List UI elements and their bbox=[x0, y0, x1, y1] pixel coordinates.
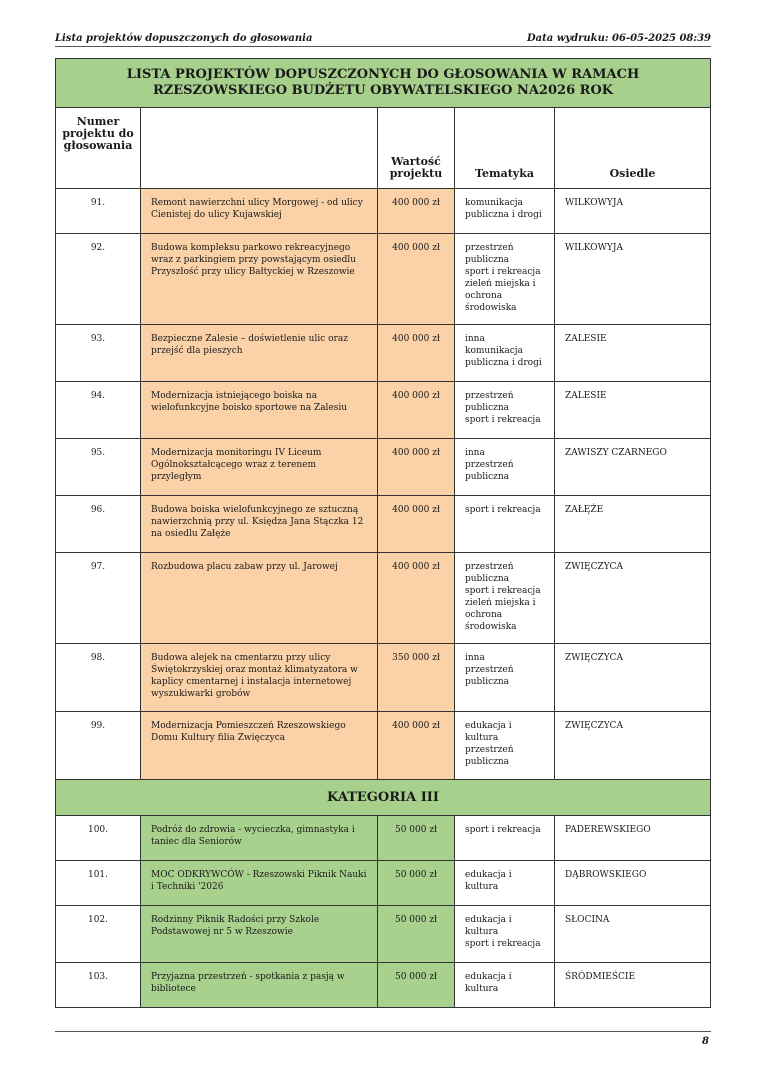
project-name: Budowa kompleksu parkowo rekreacyjnego wraz z parkingiem przy powstającym osiedlu Przyszłość przy ulicy Bałtyckiej w Rzeszowie bbox=[141, 234, 378, 325]
project-name: Modernizacja istniejącego boiska na wielofunkcyjne boisko sportowe na Zalesiu bbox=[141, 382, 378, 439]
column-header-value: Wartość projektu bbox=[378, 108, 455, 189]
theme-line: ochrona bbox=[465, 291, 503, 301]
column-header-number: Numer projektu do głosowania bbox=[56, 108, 141, 189]
theme-line: inna bbox=[465, 334, 485, 344]
project-name: Remont nawierzchni ulicy Morgowej - od ulicy Cienistej do ulicy Kujawskiej bbox=[141, 189, 378, 234]
project-value: 400 000 zł bbox=[378, 712, 455, 780]
project-value: 50 000 zł bbox=[378, 963, 455, 1008]
project-theme bbox=[455, 644, 555, 712]
theme-line: sport i rekreacja bbox=[465, 415, 541, 425]
theme-line: kultura bbox=[465, 733, 499, 743]
project-number: 97. bbox=[56, 553, 141, 644]
theme-line: sport i rekreacja bbox=[465, 939, 541, 949]
theme-line: publiczna i drogi bbox=[465, 358, 542, 368]
theme-line: przestrzeń bbox=[465, 243, 514, 253]
theme-line: sport i rekreacja bbox=[465, 586, 541, 596]
theme-line: edukacja i bbox=[465, 915, 512, 925]
footer-divider bbox=[55, 1031, 711, 1032]
project-theme bbox=[455, 439, 555, 496]
project-number: 93. bbox=[56, 325, 141, 382]
table-row bbox=[56, 712, 711, 780]
project-number: 96. bbox=[56, 496, 141, 553]
table-row bbox=[56, 439, 711, 496]
table-row bbox=[56, 816, 711, 861]
project-theme bbox=[455, 325, 555, 382]
project-value: 50 000 zł bbox=[378, 861, 455, 906]
project-number: 94. bbox=[56, 382, 141, 439]
project-value: 50 000 zł bbox=[378, 906, 455, 963]
projects-table bbox=[55, 58, 711, 1008]
project-number: 102. bbox=[56, 906, 141, 963]
project-theme bbox=[455, 189, 555, 234]
page-number: 8 bbox=[702, 1036, 709, 1047]
theme-line: komunikacja bbox=[465, 346, 523, 356]
project-theme bbox=[455, 816, 555, 861]
project-value: 400 000 zł bbox=[378, 382, 455, 439]
project-name: Modernizacja Pomieszczeń Rzeszowskiego Domu Kultury filia Zwięczyca bbox=[141, 712, 378, 780]
column-header-theme: Tematyka bbox=[455, 108, 555, 189]
project-district: ZALESIE bbox=[555, 325, 711, 382]
project-district: ZWIĘCZYCA bbox=[555, 644, 711, 712]
project-name: Bezpieczne Zalesie – doświetlenie ulic oraz przejść dla pieszych bbox=[141, 325, 378, 382]
table-row bbox=[56, 906, 711, 963]
project-district: ZALESIE bbox=[555, 382, 711, 439]
table-row bbox=[56, 644, 711, 712]
project-number: 99. bbox=[56, 712, 141, 780]
project-district: ZAWISZY CZARNEGO bbox=[555, 439, 711, 496]
table-title: LISTA PROJEKTÓW DOPUSZCZONYCH DO GŁOSOWANIA W RAMACH RZESZOWSKIEGO BUDŻETU OBYWATELSKIEGO NA2026 ROK bbox=[56, 59, 711, 108]
project-name: Modernizacja monitoringu IV Liceum Ogólnokształcącego wraz z terenem przyległym bbox=[141, 439, 378, 496]
table-row bbox=[56, 496, 711, 553]
theme-line: sport i rekreacja bbox=[465, 267, 541, 277]
table-row bbox=[56, 963, 711, 1008]
theme-line: komunikacja bbox=[465, 198, 523, 208]
table-row bbox=[56, 382, 711, 439]
project-value: 350 000 zł bbox=[378, 644, 455, 712]
theme-line: publiczna bbox=[465, 403, 510, 413]
theme-line: publiczna bbox=[465, 677, 510, 687]
project-number: 103. bbox=[56, 963, 141, 1008]
column-header-name bbox=[141, 108, 378, 189]
theme-line: publiczna bbox=[465, 757, 510, 767]
project-theme bbox=[455, 496, 555, 553]
theme-line: publiczna i drogi bbox=[465, 210, 542, 220]
project-name: Budowa alejek na cmentarzu przy ulicy Świętokrzyskiej oraz montaż klimatyzatora w kaplicy cmentarnej i instalacja internetowej wyszukiwarki grobów bbox=[141, 644, 378, 712]
project-number: 98. bbox=[56, 644, 141, 712]
theme-line: środowiska bbox=[465, 303, 517, 313]
project-value: 400 000 zł bbox=[378, 496, 455, 553]
theme-line: sport i rekreacja bbox=[465, 825, 541, 835]
project-value: 400 000 zł bbox=[378, 234, 455, 325]
theme-line: ochrona bbox=[465, 610, 503, 620]
theme-line: edukacja i bbox=[465, 870, 512, 880]
project-district: SŁOCINA bbox=[555, 906, 711, 963]
project-value: 50 000 zł bbox=[378, 816, 455, 861]
project-theme bbox=[455, 906, 555, 963]
table-row bbox=[56, 553, 711, 644]
project-theme bbox=[455, 712, 555, 780]
project-theme bbox=[455, 553, 555, 644]
project-value: 400 000 zł bbox=[378, 189, 455, 234]
project-name: MOC ODKRYWCÓW - Rzeszowski Piknik Nauki i Techniki '2026 bbox=[141, 861, 378, 906]
theme-line: kultura bbox=[465, 882, 499, 892]
table-row bbox=[56, 189, 711, 234]
project-value: 400 000 zł bbox=[378, 439, 455, 496]
project-value: 400 000 zł bbox=[378, 325, 455, 382]
project-theme bbox=[455, 382, 555, 439]
project-district: ZAŁĘŻE bbox=[555, 496, 711, 553]
theme-line: edukacja i bbox=[465, 972, 512, 982]
project-district: DĄBROWSKIEGO bbox=[555, 861, 711, 906]
document-title: Lista projektów dopuszczonych do głosowania bbox=[55, 33, 313, 44]
project-number: 92. bbox=[56, 234, 141, 325]
theme-line: zieleń miejska i bbox=[465, 279, 536, 289]
theme-line: publiczna bbox=[465, 472, 510, 482]
project-number: 101. bbox=[56, 861, 141, 906]
category-ii-rows bbox=[56, 189, 711, 780]
column-header-district: Osiedle bbox=[555, 108, 711, 189]
project-district: PADEREWSKIEGO bbox=[555, 816, 711, 861]
print-date: Data wydruku: 06-05-2025 08:39 bbox=[526, 33, 711, 44]
theme-line: sport i rekreacja bbox=[465, 505, 541, 515]
project-district: ZWIĘCZYCA bbox=[555, 553, 711, 644]
project-name: Rodzinny Piknik Radości przy Szkole Podstawowej nr 5 w Rzeszowie bbox=[141, 906, 378, 963]
theme-line: kultura bbox=[465, 984, 499, 994]
project-name: Budowa boiska wielofunkcyjnego ze sztuczną nawierzchnią przy ul. Księdza Jana Stączka 12 na osiedlu Załęże bbox=[141, 496, 378, 553]
project-value: 400 000 zł bbox=[378, 553, 455, 644]
category-iii-rows bbox=[56, 816, 711, 1008]
theme-line: przestrzeń bbox=[465, 391, 514, 401]
project-district: ŚRÓDMIEŚCIE bbox=[555, 963, 711, 1008]
project-name: Przyjazna przestrzeń - spotkania z pasją w bibliotece bbox=[141, 963, 378, 1008]
project-number: 91. bbox=[56, 189, 141, 234]
category-heading: KATEGORIA III bbox=[56, 780, 711, 816]
theme-line: inna bbox=[465, 448, 485, 458]
theme-line: przestrzeń bbox=[465, 562, 514, 572]
project-name: Rozbudowa placu zabaw przy ul. Jarowej bbox=[141, 553, 378, 644]
theme-line: przestrzeń bbox=[465, 460, 514, 470]
project-theme bbox=[455, 963, 555, 1008]
header-divider bbox=[55, 46, 711, 47]
theme-line: przestrzeń bbox=[465, 665, 514, 675]
page-header bbox=[55, 33, 711, 47]
project-name: Podróż do zdrowia - wycieczka, gimnastyka i taniec dla Seniorów bbox=[141, 816, 378, 861]
theme-line: publiczna bbox=[465, 255, 510, 265]
theme-line: przestrzeń bbox=[465, 745, 514, 755]
theme-line: inna bbox=[465, 653, 485, 663]
table-row bbox=[56, 861, 711, 906]
theme-line: publiczna bbox=[465, 574, 510, 584]
project-number: 95. bbox=[56, 439, 141, 496]
project-number: 100. bbox=[56, 816, 141, 861]
project-theme bbox=[455, 861, 555, 906]
project-district: WILKOWYJA bbox=[555, 234, 711, 325]
project-theme bbox=[455, 234, 555, 325]
table-row bbox=[56, 325, 711, 382]
table-row bbox=[56, 234, 711, 325]
project-district: ZWIĘCZYCA bbox=[555, 712, 711, 780]
theme-line: środowiska bbox=[465, 622, 517, 632]
theme-line: kultura bbox=[465, 927, 499, 937]
column-header-row bbox=[56, 108, 711, 189]
theme-line: edukacja i bbox=[465, 721, 512, 731]
project-district: WILKOWYJA bbox=[555, 189, 711, 234]
theme-line: zieleń miejska i bbox=[465, 598, 536, 608]
